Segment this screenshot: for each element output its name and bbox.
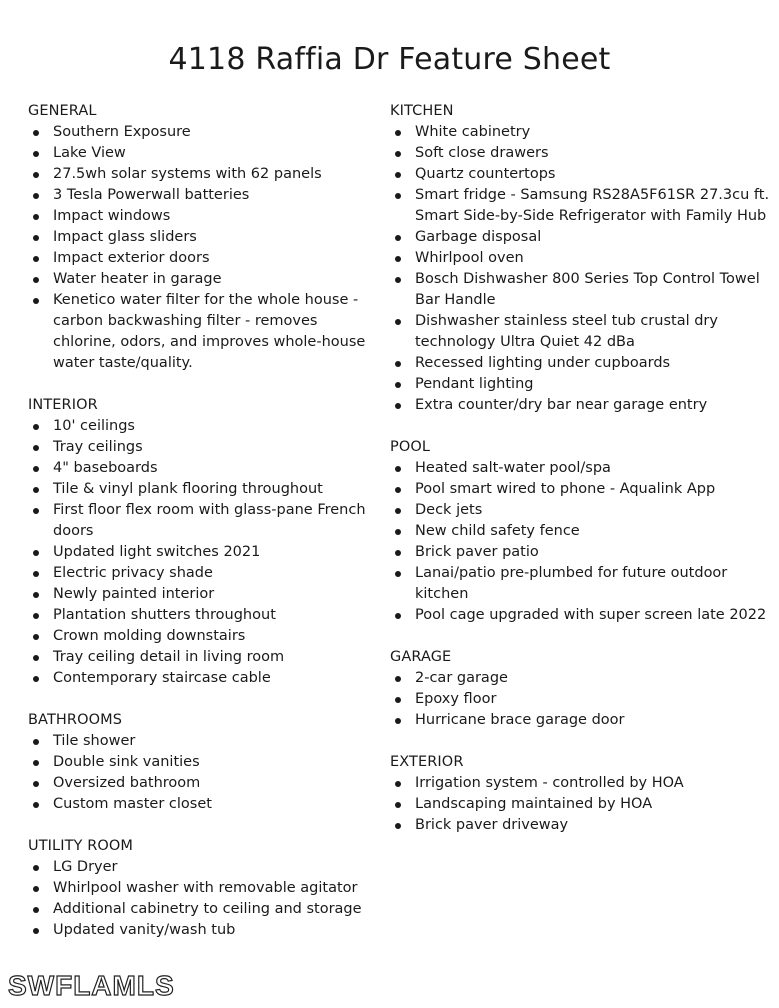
feature-list — [390, 458, 770, 626]
section-heading: EXTERIOR — [390, 754, 464, 770]
feature-list — [28, 857, 373, 941]
section-heading: KITCHEN — [390, 103, 454, 119]
list-item: Updated vanity/wash tub — [28, 920, 373, 941]
feature-list — [390, 773, 770, 836]
list-item: 10' ceilings — [28, 416, 373, 437]
feature-list — [390, 122, 770, 416]
list-item: Quartz countertops — [390, 164, 770, 185]
feature-list — [28, 731, 373, 815]
list-item: Impact windows — [28, 206, 373, 227]
list-item: Newly painted interior — [28, 584, 373, 605]
list-item: Pool cage upgraded with super screen late 2022 — [390, 605, 770, 626]
list-item: Double sink vanities — [28, 752, 373, 773]
list-item: Oversized bathroom — [28, 773, 373, 794]
list-item: Smart fridge - Samsung RS28A5F61SR 27.3cu ft. Smart Side-by-Side Refrigerator with Family Hub — [390, 185, 770, 227]
list-item: Extra counter/dry bar near garage entry — [390, 395, 770, 416]
list-item: Brick paver driveway — [390, 815, 770, 836]
list-item: Custom master closet — [28, 794, 373, 815]
section-garage — [390, 647, 770, 731]
list-item: Lanai/patio pre-plumbed for future outdoor kitchen — [390, 563, 770, 605]
list-item: Plantation shutters throughout — [28, 605, 373, 626]
list-item: 4" baseboards — [28, 458, 373, 479]
list-item: Southern Exposure — [28, 122, 373, 143]
list-item: Additional cabinetry to ceiling and storage — [28, 899, 373, 920]
list-item: Irrigation system - controlled by HOA — [390, 773, 770, 794]
section-heading: GENERAL — [28, 103, 97, 119]
list-item: Water heater in garage — [28, 269, 373, 290]
list-item: Electric privacy shade — [28, 563, 373, 584]
list-item: Bosch Dishwasher 800 Series Top Control Towel Bar Handle — [390, 269, 770, 311]
list-item: Kenetico water filter for the whole house - carbon backwashing filter - removes chlorine, odors, and improves whole-house water taste/quality. — [28, 290, 373, 374]
list-item: Whirlpool oven — [390, 248, 770, 269]
list-item: Tile shower — [28, 731, 373, 752]
list-item: New child safety fence — [390, 521, 770, 542]
section-heading: INTERIOR — [28, 397, 98, 413]
feature-list — [28, 122, 373, 374]
left-column — [28, 101, 373, 962]
list-item: Tray ceiling detail in living room — [28, 647, 373, 668]
list-item: Epoxy floor — [390, 689, 770, 710]
section-heading: GARAGE — [390, 649, 452, 665]
list-item: Lake View — [28, 143, 373, 164]
list-item: Contemporary staircase cable — [28, 668, 373, 689]
feature-list — [28, 416, 373, 689]
feature-list — [390, 668, 770, 731]
list-item: First floor flex room with glass-pane French doors — [28, 500, 373, 542]
list-item: 2-car garage — [390, 668, 770, 689]
section-utility-room — [28, 836, 373, 941]
list-item: Pool smart wired to phone - Aqualink App — [390, 479, 770, 500]
list-item: Updated light switches 2021 — [28, 542, 373, 563]
list-item: Brick paver patio — [390, 542, 770, 563]
section-general — [28, 101, 373, 374]
list-item: Hurricane brace garage door — [390, 710, 770, 731]
page-title: 4118 Raffia Dr Feature Sheet — [168, 42, 611, 77]
section-exterior — [390, 752, 770, 836]
list-item: Soft close drawers — [390, 143, 770, 164]
list-item: LG Dryer — [28, 857, 373, 878]
list-item: Crown molding downstairs — [28, 626, 373, 647]
section-kitchen — [390, 101, 770, 416]
list-item: Deck jets — [390, 500, 770, 521]
list-item: Pendant lighting — [390, 374, 770, 395]
list-item: Tile & vinyl plank flooring throughout — [28, 479, 373, 500]
right-column — [390, 101, 770, 857]
list-item: Recessed lighting under cupboards — [390, 353, 770, 374]
section-heading: POOL — [390, 439, 431, 455]
section-interior — [28, 395, 373, 689]
list-item: 27.5wh solar systems with 62 panels — [28, 164, 373, 185]
watermark-logo: SWFLAMLS — [8, 970, 175, 1001]
section-heading: UTILITY ROOM — [28, 838, 134, 854]
section-bathrooms — [28, 710, 373, 815]
list-item: 3 Tesla Powerwall batteries — [28, 185, 373, 206]
list-item: Garbage disposal — [390, 227, 770, 248]
list-item: Impact exterior doors — [28, 248, 373, 269]
list-item: Impact glass sliders — [28, 227, 373, 248]
list-item: Tray ceilings — [28, 437, 373, 458]
list-item: White cabinetry — [390, 122, 770, 143]
section-heading: BATHROOMS — [28, 712, 123, 728]
list-item: Whirlpool washer with removable agitator — [28, 878, 373, 899]
list-item: Landscaping maintained by HOA — [390, 794, 770, 815]
section-pool — [390, 437, 770, 626]
list-item: Heated salt-water pool/spa — [390, 458, 770, 479]
list-item: Dishwasher stainless steel tub crustal dry technology Ultra Quiet 42 dBa — [390, 311, 770, 353]
